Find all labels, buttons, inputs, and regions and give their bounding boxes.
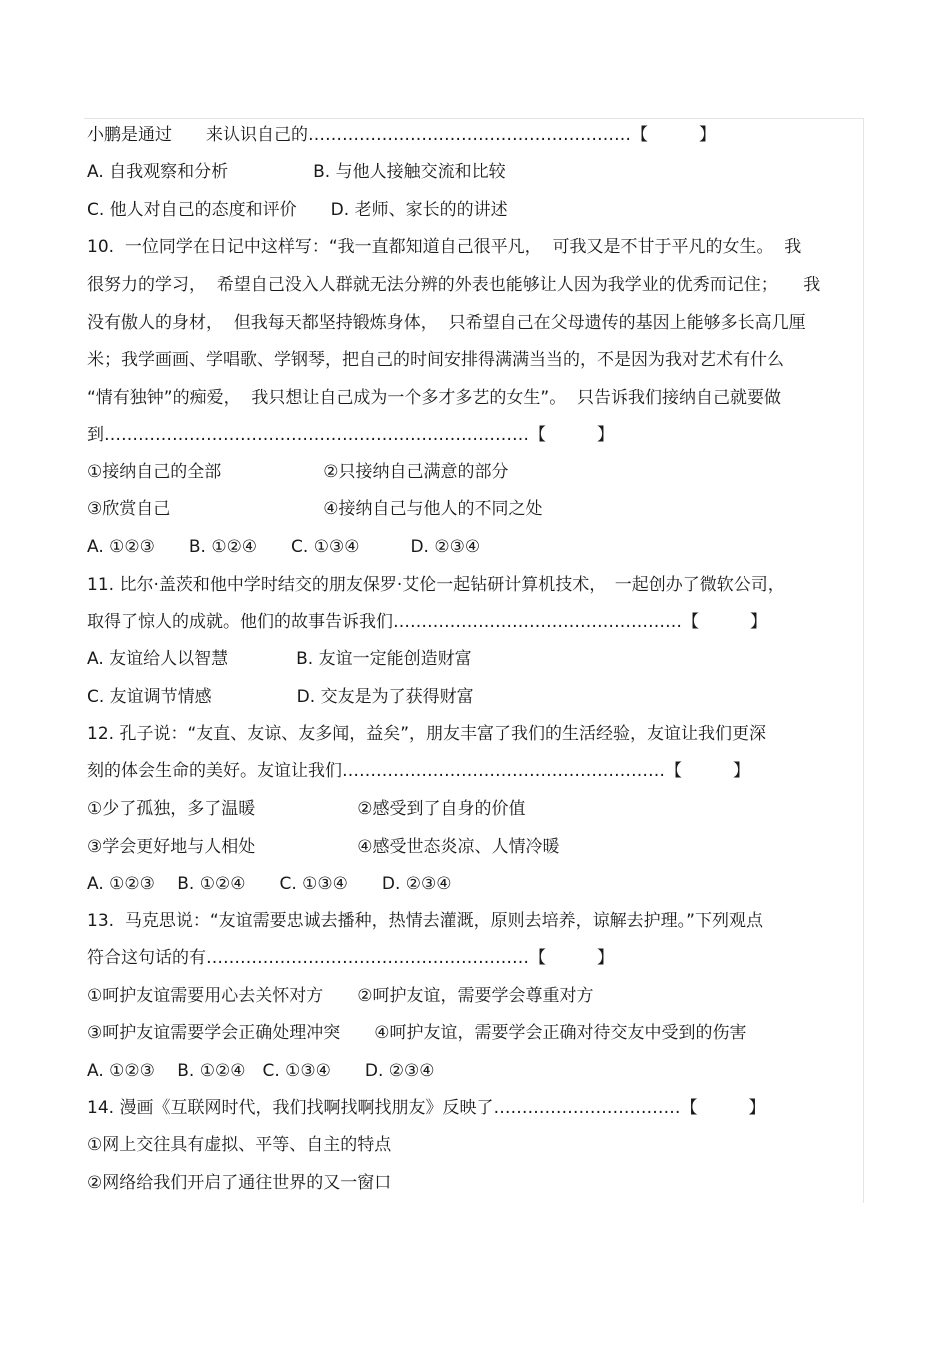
- text-line: 很努力的学习， 希望自己没入人群就无法分辨的外表也能够让人因为我学业的优秀而记住； 我: [87, 275, 821, 295]
- text-line: 10. 一位同学在日记中这样写：“我一直都知道自己很平凡， 可我又是不甘于平凡的女生。 我: [87, 237, 802, 257]
- text-line: ③学会更好地与人相处 ④感受世态炎凉、人情冷暖: [87, 837, 560, 857]
- text-line: C. 他人对自己的态度和评价 D. 老师、家长的的讲述: [87, 200, 508, 220]
- text-line: C. 友谊调节情感 D. 交友是为了获得财富: [87, 687, 474, 707]
- text-line: 14. 漫画《互联网时代，我们找啊找啊找朋友》反映了……………………………【 】: [87, 1098, 766, 1118]
- text-line: ①少了孤独，多了温暖 ②感受到了自身的价值: [87, 799, 526, 819]
- text-line: ②网络给我们开启了通往世界的又一窗口: [87, 1173, 392, 1193]
- text-line: ①呵护友谊需要用心去关怀对方 ②呵护友谊，需要学会尊重对方: [87, 986, 594, 1006]
- text-line: “情有独钟”的痴爱， 我只想让自己成为一个多才多艺的女生”。 只告诉我们接纳自己就要做: [87, 388, 782, 408]
- text-line: A. 自我观察和分析 B. 与他人接触交流和比较: [87, 162, 506, 182]
- text-line: 刻的体会生命的美好。友谊让我们…………………………………………………【 】: [87, 761, 750, 781]
- text-line: 小鹏是通过 来认识自己的…………………………………………………【 】: [87, 125, 716, 145]
- text-line: ①接纳自己的全部 ②只接纳自己满意的部分: [87, 462, 509, 482]
- text-line: 13. 马克思说：“友谊需要忠诚去播种，热情去灌溉，原则去培养，谅解去护理。”下列观点: [87, 911, 763, 931]
- text-line: 取得了惊人的成就。他们的故事告诉我们……………………………………………【 】: [87, 612, 767, 632]
- text-line: 米；我学画画、学唱歌、学钢琴，把自己的时间安排得满满当当的，不是因为我对艺术有什么: [87, 350, 784, 370]
- text-line: 符合这句话的有…………………………………………………【 】: [87, 948, 614, 968]
- text-line: A. ①②③ B. ①②④ C. ①③④ D. ②③④: [87, 874, 452, 894]
- text-line: A. 友谊给人以智慧 B. 友谊一定能创造财富: [87, 649, 472, 669]
- text-line: ③呵护友谊需要学会正确处理冲突 ④呵护友谊，需要学会正确对待交友中受到的伤害: [87, 1023, 747, 1043]
- text-line: 11. 比尔·盖茨和他中学时结交的朋友保罗·艾伦一起钻研计算机技术， 一起创办了微软公司，: [87, 575, 785, 595]
- text-line: 12. 孔子说：“友直、友谅、友多闻，益矣”，朋友丰富了我们的生活经验，友谊让我们更深: [87, 724, 767, 744]
- text-line: ①网上交往具有虚拟、平等、自主的特点: [87, 1135, 392, 1155]
- text-line: ③欣赏自己 ④接纳自己与他人的不同之处: [87, 499, 543, 519]
- text-line: 到…………………………………………………………………【 】: [87, 425, 614, 445]
- text-line: A. ①②③ B. ①②④ C. ①③④ D. ②③④: [87, 537, 481, 557]
- text-line: 没有傲人的身材， 但我每天都坚持锻炼身体， 只希望自己在父母遗传的基因上能够多长高几厘: [87, 313, 806, 333]
- text-line: A. ①②③ B. ①②④ C. ①③④ D. ②③④: [87, 1061, 435, 1081]
